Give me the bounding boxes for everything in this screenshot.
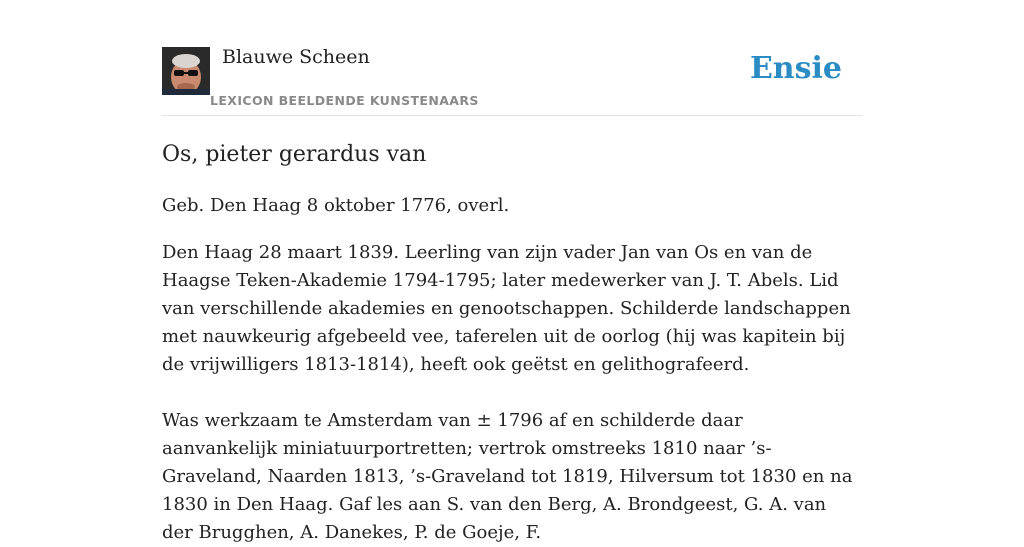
article-paragraph: Was werkzaam te Amsterdam van ± 1796 af en schilderde daar aanvankelijk miniatuurportretten; vertrok omstreeks 1810 naar ’s-Graveland, Naarden 1813, ’s-Graveland tot 1819, Hilversum tot 1830 en na 1830 in Den Haag. Gaf les aan S. van den Berg, A. Brondgeest, G. A. van der Brugghen, A. Danekes, P. de Goeje, F. bbox=[162, 410, 853, 543]
brand-logo[interactable]: Ensie bbox=[749, 51, 842, 86]
article-lead: Geb. Den Haag 8 oktober 1776, overl. bbox=[162, 195, 510, 216]
article-paragraph: Den Haag 28 maart 1839. Leerling van zijn vader Jan van Os en van de Haagse Teken-Akademie 1794-1795; later medewerker van J. T. Abels. Lid van verschillende akademies en genootschappen. Schilderde landschappen met nauwkeurig afgebeeld vee, taferelen uit de oorlog (hij was kapitein bij de vrijwilligers 1813-1814), heeft ook geëtst en gelithografeerd. bbox=[162, 242, 851, 375]
article bbox=[162, 140, 862, 547]
user-avatar-icon bbox=[162, 47, 210, 95]
author-avatar[interactable] bbox=[162, 47, 210, 95]
article-title: Os, pieter gerardus van bbox=[162, 142, 427, 167]
header bbox=[162, 0, 862, 116]
collection-link[interactable]: LEXICON BEELDENDE KUNSTENAARS bbox=[210, 93, 479, 108]
author-name[interactable]: Blauwe Scheen bbox=[222, 46, 370, 68]
